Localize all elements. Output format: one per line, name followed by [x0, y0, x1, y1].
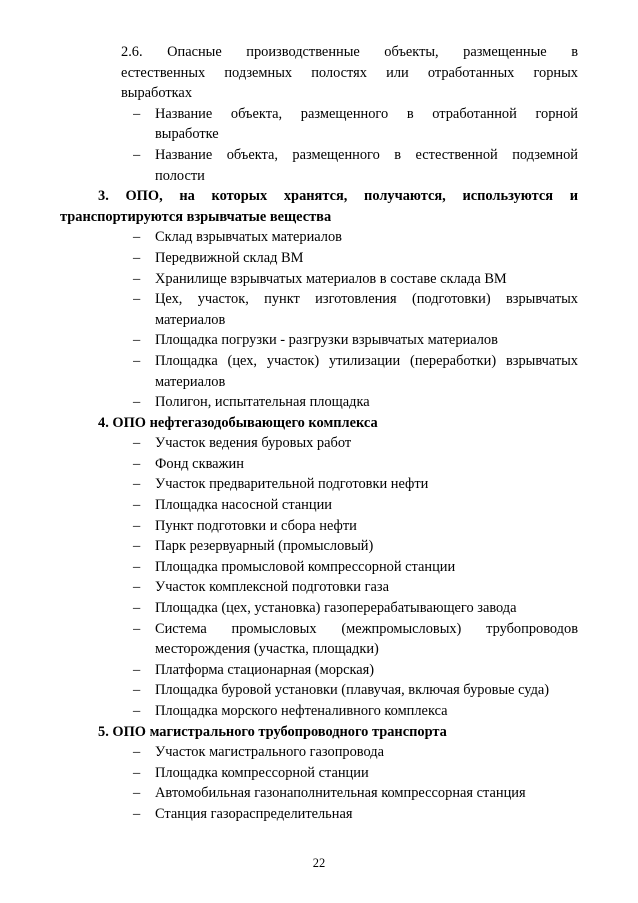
list-item [133, 454, 578, 475]
list-item [133, 742, 578, 763]
list-item-text: Полигон, испытательная площадка [155, 394, 370, 411]
list-item [133, 598, 578, 619]
list-item-text: Площадка погрузки - разгрузки взрывчатых материалов [155, 332, 498, 349]
list-item-text: Склад взрывчатых материалов [155, 229, 342, 246]
list-item-text: Площадка (цех, установка) газоперерабатывающего завода [155, 600, 517, 617]
list-item-text: Участок ведения буровых работ [155, 435, 352, 452]
dash-bullet: – [133, 332, 141, 349]
dash-bullet: – [133, 476, 141, 493]
list-item-text: Автомобильная газонаполнительная компрессорная станция [155, 785, 526, 802]
subsection-2-6-line-1: 2.6. Опасные производственные объекты, размещенные в [121, 44, 578, 60]
dash-bullet: – [133, 394, 141, 411]
list-item-text: Пункт подготовки и сбора нефти [155, 517, 357, 534]
dash-bullet: – [133, 435, 141, 452]
dash-bullet: – [133, 661, 141, 678]
list-item [133, 104, 578, 125]
list-item-text: Площадка промысловой компрессорной станции [155, 558, 456, 575]
list-item-text: Участок комплексной подготовки газа [155, 579, 389, 596]
dash-bullet: – [133, 600, 141, 617]
list-item [133, 227, 578, 248]
list-item [133, 474, 578, 495]
list-item [133, 248, 578, 269]
dash-bullet: – [133, 497, 141, 514]
subsection-2-6-line-2: естественных подземных полостях или отработанных горных [121, 64, 578, 81]
list-item-continuation: полости [155, 167, 205, 184]
list-item-continuation: выработке [155, 126, 219, 143]
list-item [133, 392, 578, 413]
list-item [133, 680, 578, 701]
list-item-text: Название объекта, размещенного в естественной подземной [155, 146, 578, 163]
dash-bullet: – [133, 558, 141, 575]
section-3-heading-line-2: транспортируются взрывчатые вещества [60, 208, 332, 225]
list-item-continuation: материалов [155, 373, 226, 390]
dash-bullet: – [133, 703, 141, 719]
dash-bullet: – [133, 270, 141, 287]
list-item-text: Цех, участок, пункт изготовления (подготовки) взрывчатых [155, 291, 578, 308]
list-item [133, 577, 578, 598]
list-item [133, 495, 578, 516]
list-item [133, 269, 578, 290]
dash-bullet: – [133, 682, 141, 699]
list-item-text: Участок предварительной подготовки нефти [155, 476, 429, 493]
dash-bullet: – [133, 785, 141, 802]
dash-bullet: – [133, 146, 141, 163]
page-number: 22 [312, 856, 326, 870]
list-item [133, 804, 578, 825]
list-item [133, 433, 578, 454]
list-item-text: Станция газораспределительная [155, 805, 353, 822]
dash-bullet: – [133, 455, 141, 472]
list-item-text: Название объекта, размещенного в отработанной горной [155, 105, 578, 122]
list-item [133, 145, 578, 166]
dash-bullet: – [133, 620, 141, 637]
dash-bullet: – [133, 229, 141, 246]
list-item-text: Парк резервуарный (промысловый) [155, 538, 374, 555]
list-item [133, 289, 578, 310]
list-item [133, 660, 578, 681]
dash-bullet: – [133, 579, 141, 596]
dash-bullet: – [133, 517, 141, 534]
section-5-heading: 5. ОПО магистрального трубопроводного транспорта [98, 723, 447, 740]
list-item-text: Площадка насосной станции [155, 497, 332, 514]
list-item-continuation: месторождения (участка, площадки) [155, 641, 379, 658]
list-item [133, 763, 578, 784]
list-item-text: Система промысловых (межпромысловых) трубопроводов [155, 620, 578, 637]
section-3-heading-line-1: 3. ОПО, на которых хранятся, получаются, используются и [98, 188, 578, 205]
list-item-text: Площадка (цех, участок) утилизации (переработки) взрывчатых [155, 352, 578, 369]
dash-bullet: – [133, 805, 141, 822]
list-item-text: Фонд скважин [155, 455, 244, 472]
list-item [133, 330, 578, 351]
list-item-text: Участок магистрального газопровода [155, 744, 384, 761]
list-item-continuation: материалов [155, 311, 226, 328]
dash-bullet: – [133, 105, 141, 122]
list-item [133, 701, 578, 722]
list-item-text: Площадка буровой установки (плавучая, включая буровые суда) [155, 682, 550, 699]
dash-bullet: – [133, 764, 141, 781]
list-item-text: Площадка морского нефтеналивного комплекса [155, 703, 448, 719]
list-item-text: Площадка компрессорной станции [155, 764, 369, 781]
dash-bullet: – [133, 538, 141, 555]
list-item [133, 536, 578, 557]
list-item [133, 783, 578, 804]
list-item [133, 557, 578, 578]
dash-bullet: – [133, 291, 141, 308]
dash-bullet: – [133, 744, 141, 761]
subsection-2-6-line-3: выработках [121, 85, 193, 102]
list-item-text: Хранилище взрывчатых материалов в составе склада ВМ [155, 270, 507, 287]
list-item-text: Передвижной склад ВМ [155, 249, 304, 266]
list-item [133, 351, 578, 372]
list-item-text: Платформа стационарная (морская) [155, 661, 375, 678]
section-4-heading: 4. ОПО нефтегазодобывающего комплекса [98, 414, 378, 431]
dash-bullet: – [133, 249, 141, 266]
list-item [133, 516, 578, 537]
dash-bullet: – [133, 352, 141, 369]
list-item [133, 619, 578, 640]
